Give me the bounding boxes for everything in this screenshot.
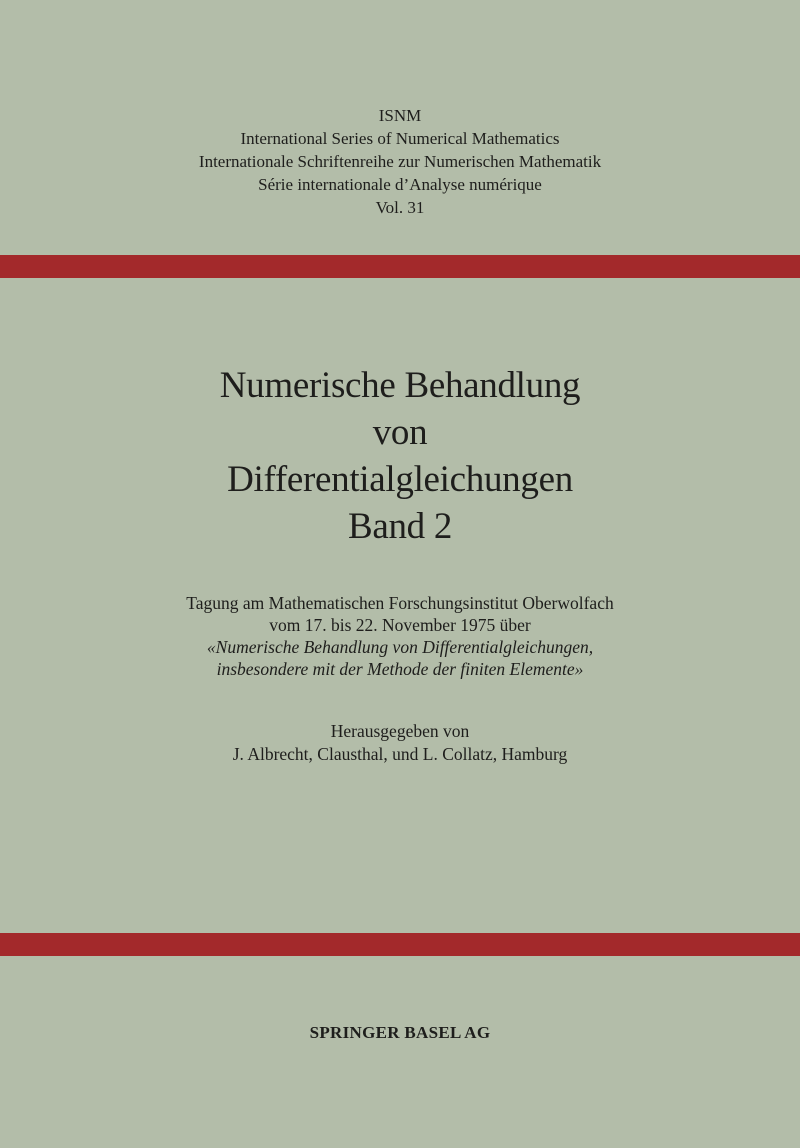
series-info bbox=[0, 104, 800, 219]
conference-line-1: Tagung am Mathematischen Forschungsinstitut Oberwolfach bbox=[186, 593, 614, 613]
title-line-4: Band 2 bbox=[347, 506, 453, 547]
editors-info bbox=[0, 720, 800, 766]
top-red-band bbox=[0, 255, 800, 278]
editors-label: Herausgegeben von bbox=[330, 721, 470, 741]
book-title bbox=[0, 362, 800, 550]
publisher-name: SPRINGER BASEL AG bbox=[309, 1023, 491, 1042]
conference-info bbox=[0, 592, 800, 680]
editors-names: J. Albrecht, Clausthal, und L. Collatz, Hamburg bbox=[232, 744, 568, 764]
conference-topic-line-1: «Numerische Behandlung von Differentialgleichungen, bbox=[206, 637, 594, 657]
series-name-german: Internationale Schriftenreihe zur Numerischen Mathematik bbox=[198, 152, 602, 171]
series-abbreviation: ISNM bbox=[378, 106, 422, 125]
conference-topic-line-2: insbesondere mit der Methode der finiten Elemente» bbox=[216, 659, 584, 679]
title-line-1: Numerische Behandlung bbox=[219, 365, 581, 406]
series-name-english: International Series of Numerical Mathematics bbox=[240, 129, 560, 148]
series-name-french: Série internationale d’Analyse numérique bbox=[258, 175, 542, 194]
bottom-red-band bbox=[0, 933, 800, 956]
title-line-3: Differentialgleichungen bbox=[227, 459, 573, 500]
series-volume: Vol. 31 bbox=[375, 198, 425, 217]
conference-line-2: vom 17. bis 22. November 1975 über bbox=[269, 615, 531, 635]
title-line-2: von bbox=[372, 412, 428, 453]
